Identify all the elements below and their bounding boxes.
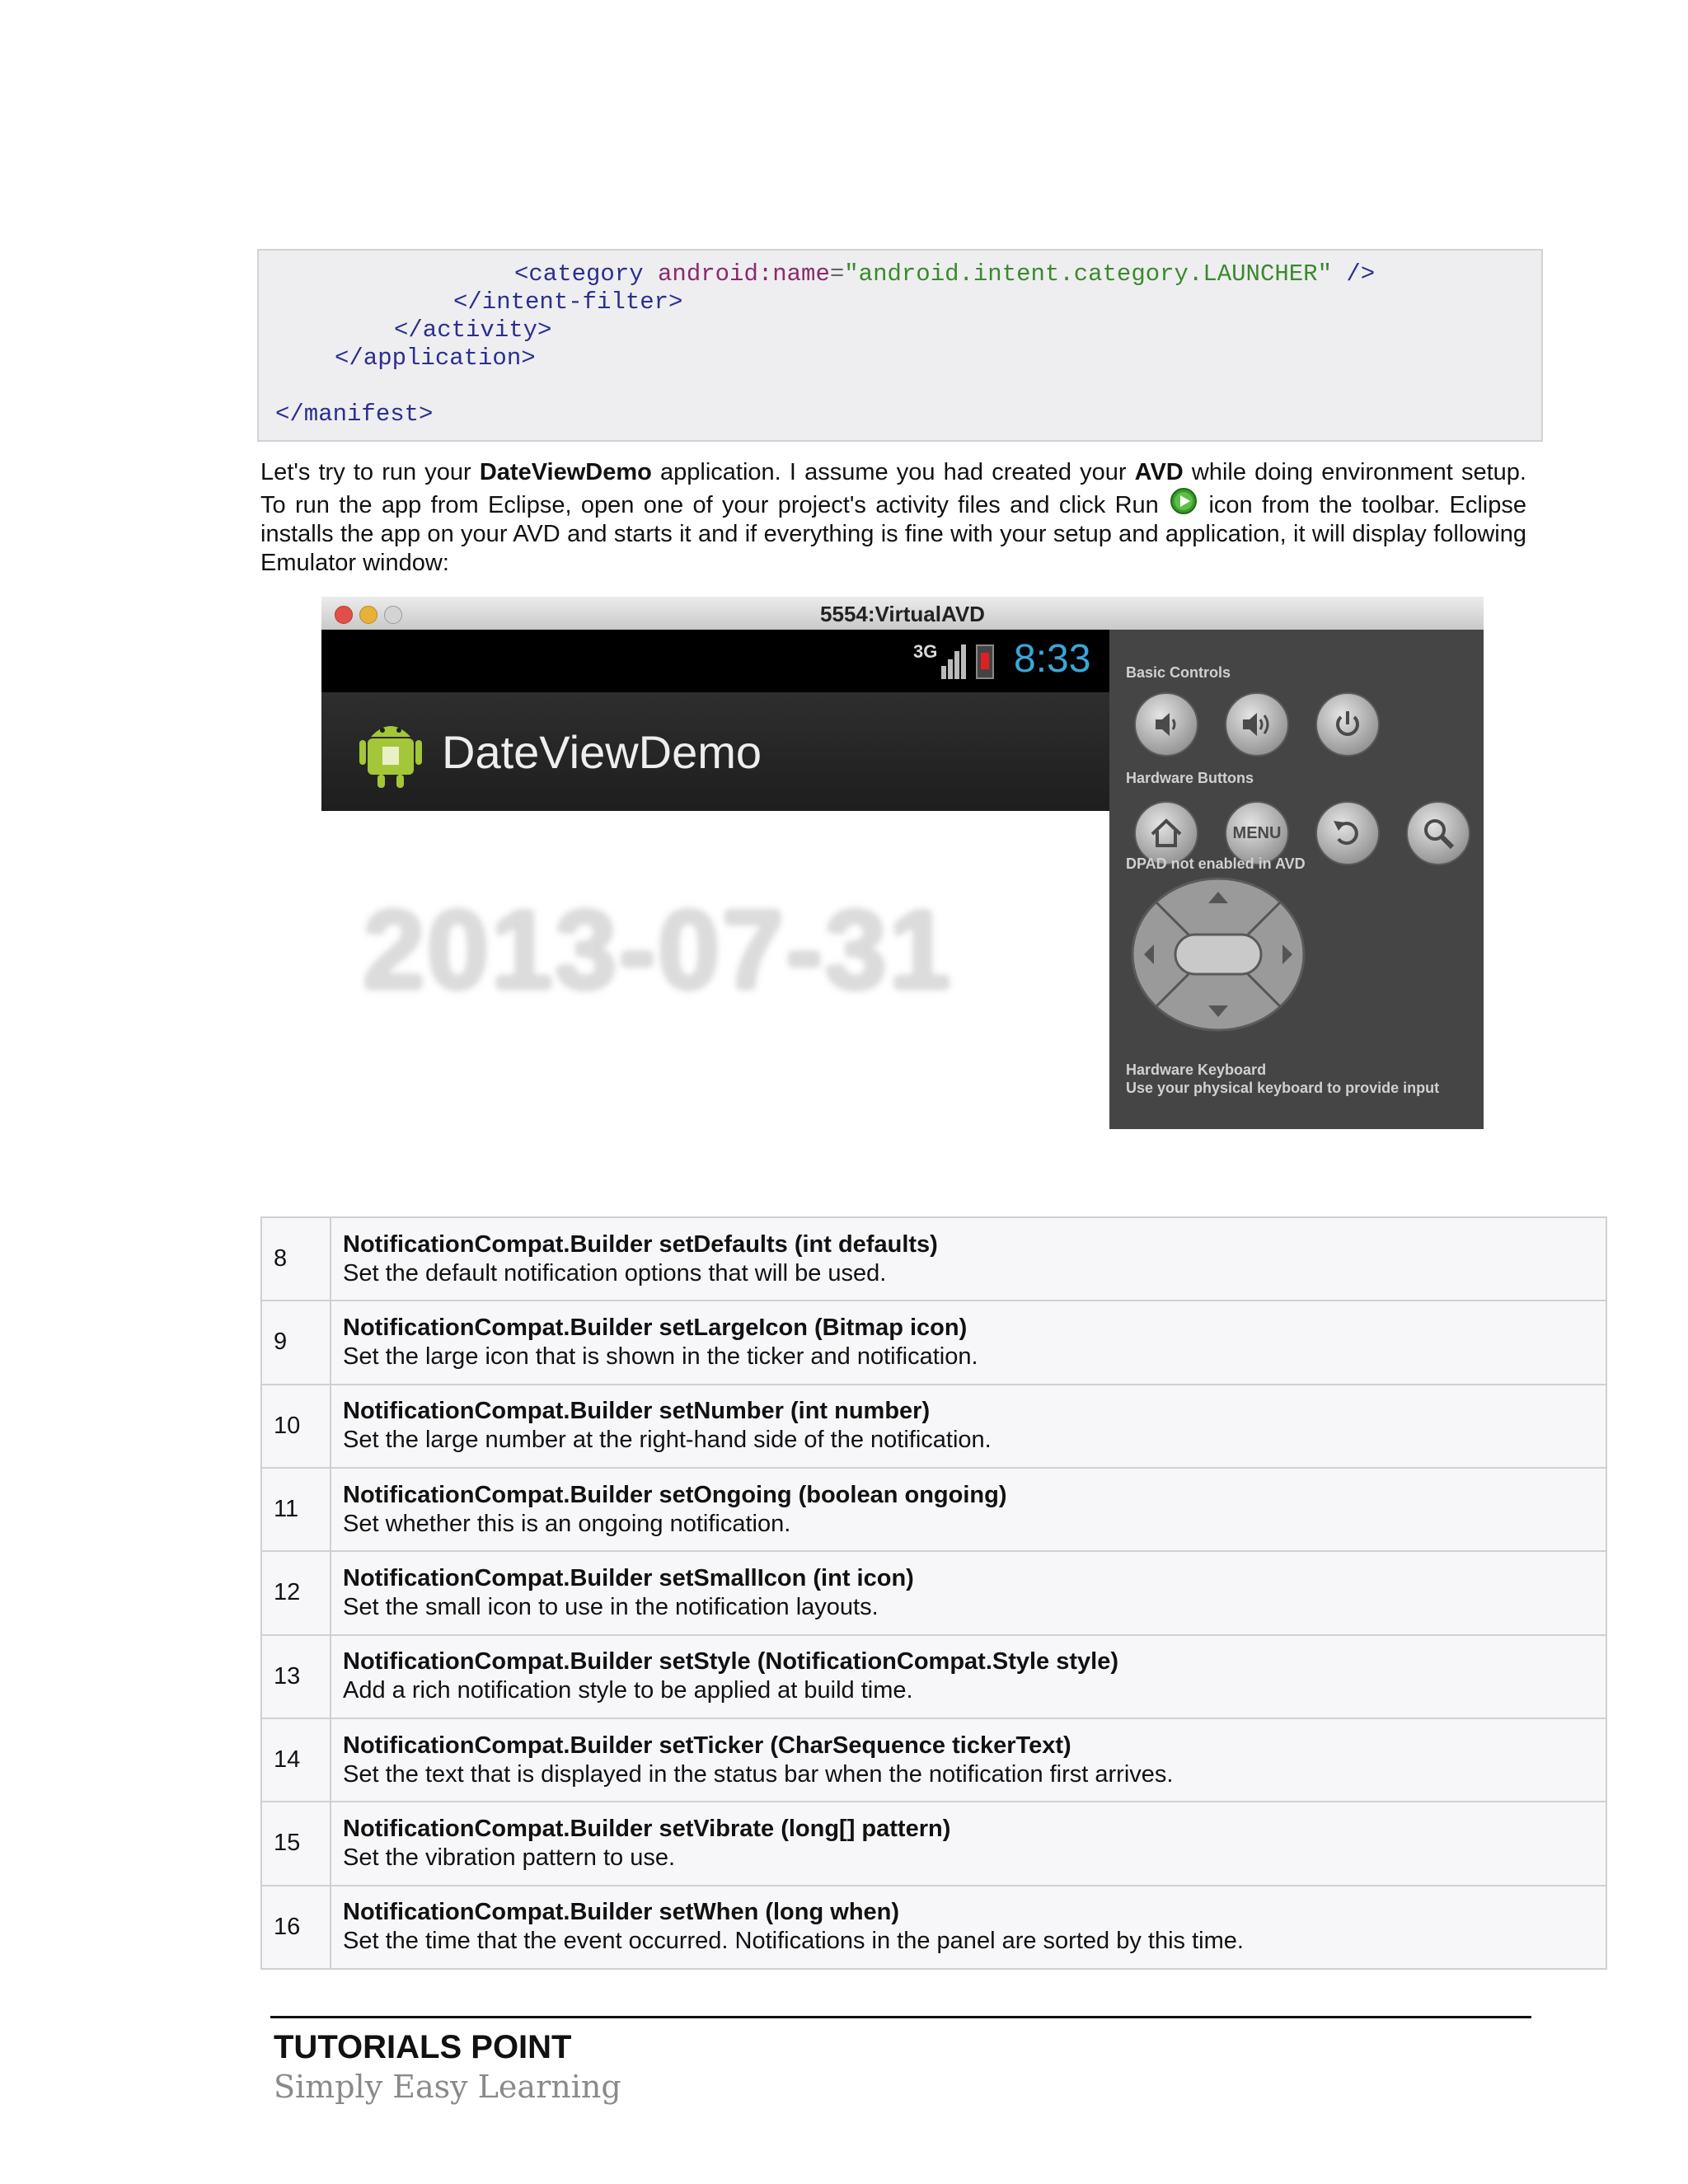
- power-icon: [1329, 705, 1367, 743]
- action-bar: [321, 692, 1109, 811]
- table-row: [261, 1551, 1606, 1634]
- dpad-label: DPAD not enabled in AVD: [1126, 855, 1306, 872]
- row-description-cell: [331, 1301, 1606, 1384]
- row-number: 12: [261, 1551, 331, 1634]
- emulator-window: [321, 597, 1484, 1129]
- volume-up-icon: [1238, 705, 1276, 743]
- row-description-cell: [331, 1802, 1606, 1885]
- row-description-cell: [331, 1635, 1606, 1718]
- play-icon: [1170, 487, 1198, 515]
- method-signature: NotificationCompat.Builder setNumber (int number): [343, 1398, 931, 1425]
- network-type: 3G: [913, 641, 938, 662]
- row-number: 9: [261, 1301, 331, 1384]
- back-button[interactable]: [1315, 801, 1380, 865]
- method-description: Set the small icon to use in the notification layouts.: [343, 1593, 879, 1620]
- table-row: [261, 1301, 1606, 1384]
- row-description-cell: [331, 1886, 1606, 1969]
- code-line-manifest: </manifest>: [275, 401, 434, 428]
- table-row: [261, 1802, 1606, 1885]
- table-row: [261, 1385, 1606, 1468]
- status-clock: 8:33: [1014, 637, 1091, 681]
- hardware-buttons-label: Hardware Buttons: [1126, 770, 1254, 786]
- method-signature: NotificationCompat.Builder setOngoing (boolean ongoing): [343, 1481, 1007, 1508]
- row-number: 8: [261, 1217, 331, 1301]
- method-signature: NotificationCompat.Builder setStyle (NotificationCompat.Style style): [343, 1648, 1118, 1675]
- code-line-intent-filter: </intent-filter>: [453, 288, 683, 316]
- row-description-cell: [331, 1468, 1606, 1551]
- table-row: [261, 1217, 1606, 1301]
- emulator-controls-panel: [1109, 630, 1484, 1129]
- volume-up-button[interactable]: [1225, 692, 1289, 757]
- menu-button-label: MENU: [1232, 824, 1282, 842]
- row-number: 15: [261, 1802, 331, 1885]
- method-signature: NotificationCompat.Builder setVibrate (long[] pattern): [343, 1815, 951, 1842]
- date-display: 2013-07-31: [363, 887, 953, 1012]
- methods-table-body: [261, 1217, 1606, 1969]
- table-row: [261, 1635, 1606, 1718]
- footer-brand: TUTORIALS POINT: [274, 2029, 572, 2065]
- table-row: [261, 1718, 1606, 1802]
- code-tag-open: <category: [514, 260, 659, 288]
- footer-divider: [270, 2016, 1531, 2018]
- method-description: Set the time that the event occurred. Notifications in the panel are sorted by this time.: [343, 1928, 1244, 1955]
- home-icon: [1147, 814, 1185, 852]
- method-description: Set the large icon that is shown in the ticker and notification.: [343, 1343, 978, 1370]
- row-number: 10: [261, 1385, 331, 1468]
- method-description: Set whether this is an ongoing notification.: [343, 1510, 791, 1537]
- back-icon: [1329, 814, 1367, 852]
- android-icon: [359, 717, 422, 788]
- dpad-control[interactable]: [1131, 877, 1306, 1032]
- para-text-2: application. I assume you had created your: [651, 459, 1135, 485]
- para-text-3: while doing environment setup. To run the app from Eclipse, open one of your project's activity files and click Run: [260, 459, 1526, 518]
- basic-controls-label: Basic Controls: [1126, 664, 1231, 681]
- row-description-cell: [331, 1551, 1606, 1634]
- row-description-cell: [331, 1217, 1606, 1301]
- method-description: Set the text that is displayed in the status bar when the notification first arrives.: [343, 1760, 1174, 1788]
- method-description: Add a rich notification style to be applied at build time.: [343, 1677, 913, 1704]
- intro-paragraph: [260, 458, 1526, 578]
- row-description-cell: [331, 1385, 1606, 1468]
- code-block: [257, 249, 1543, 442]
- search-icon: [1419, 814, 1457, 852]
- app-title: DateViewDemo: [442, 726, 762, 778]
- code-tag-close: />: [1331, 260, 1376, 288]
- table-row: [261, 1468, 1606, 1551]
- method-signature: NotificationCompat.Builder setWhen (long when): [343, 1899, 900, 1926]
- method-description: Set the default notification options that will be used.: [343, 1259, 887, 1286]
- power-button[interactable]: [1315, 692, 1380, 757]
- code-line-activity: </activity>: [394, 316, 552, 344]
- method-signature: NotificationCompat.Builder setTicker (CharSequence tickerText): [343, 1732, 1071, 1759]
- method-description: Set the vibration pattern to use.: [343, 1844, 676, 1871]
- row-number: 14: [261, 1718, 331, 1802]
- method-description: Set the large number at the right-hand side of the notification.: [343, 1427, 992, 1454]
- row-number: 13: [261, 1635, 331, 1718]
- window-title: 5554:VirtualAVD: [820, 602, 985, 626]
- method-signature: NotificationCompat.Builder setSmallIcon (int icon): [343, 1564, 914, 1591]
- status-bar: [321, 630, 1109, 692]
- code-value: "android.intent.category.LAUNCHER": [844, 260, 1332, 288]
- para-text-4: icon from the toolbar. Eclipse installs the app on your AVD and starts it and if everything is fine with your setup and application, it will display following Emulator window:: [260, 492, 1526, 576]
- code-line-application: </application>: [335, 344, 536, 372]
- para-bold-avd: AVD: [1134, 459, 1184, 485]
- row-description-cell: [331, 1718, 1606, 1802]
- para-bold-app: DateViewDemo: [479, 459, 652, 485]
- hardware-keyboard-label: Hardware Keyboard: [1126, 1062, 1267, 1078]
- row-number: 16: [261, 1886, 331, 1969]
- search-button[interactable]: [1406, 801, 1470, 865]
- volume-down-icon: [1147, 705, 1185, 743]
- hardware-keyboard-hint: Use your physical keyboard to provide input: [1126, 1080, 1440, 1096]
- window-titlebar: [321, 597, 1484, 630]
- code-attr: android:name: [658, 260, 830, 288]
- code-eq: =: [829, 260, 845, 288]
- table-row: [261, 1886, 1606, 1969]
- signal-icon: [923, 643, 966, 681]
- method-signature: NotificationCompat.Builder setDefaults (int defaults): [343, 1230, 938, 1258]
- device-screen[interactable]: [321, 630, 1109, 1129]
- volume-down-button[interactable]: [1134, 692, 1198, 757]
- row-number: 11: [261, 1468, 331, 1551]
- battery-icon: [976, 644, 994, 679]
- para-text-1: Let's try to run your: [260, 459, 480, 485]
- method-signature: NotificationCompat.Builder setLargeIcon (Bitmap icon): [343, 1314, 968, 1341]
- footer-tagline: Simply Easy Learning: [274, 2069, 621, 2105]
- methods-table: [260, 1216, 1607, 1970]
- code-line-category: [514, 260, 1375, 288]
